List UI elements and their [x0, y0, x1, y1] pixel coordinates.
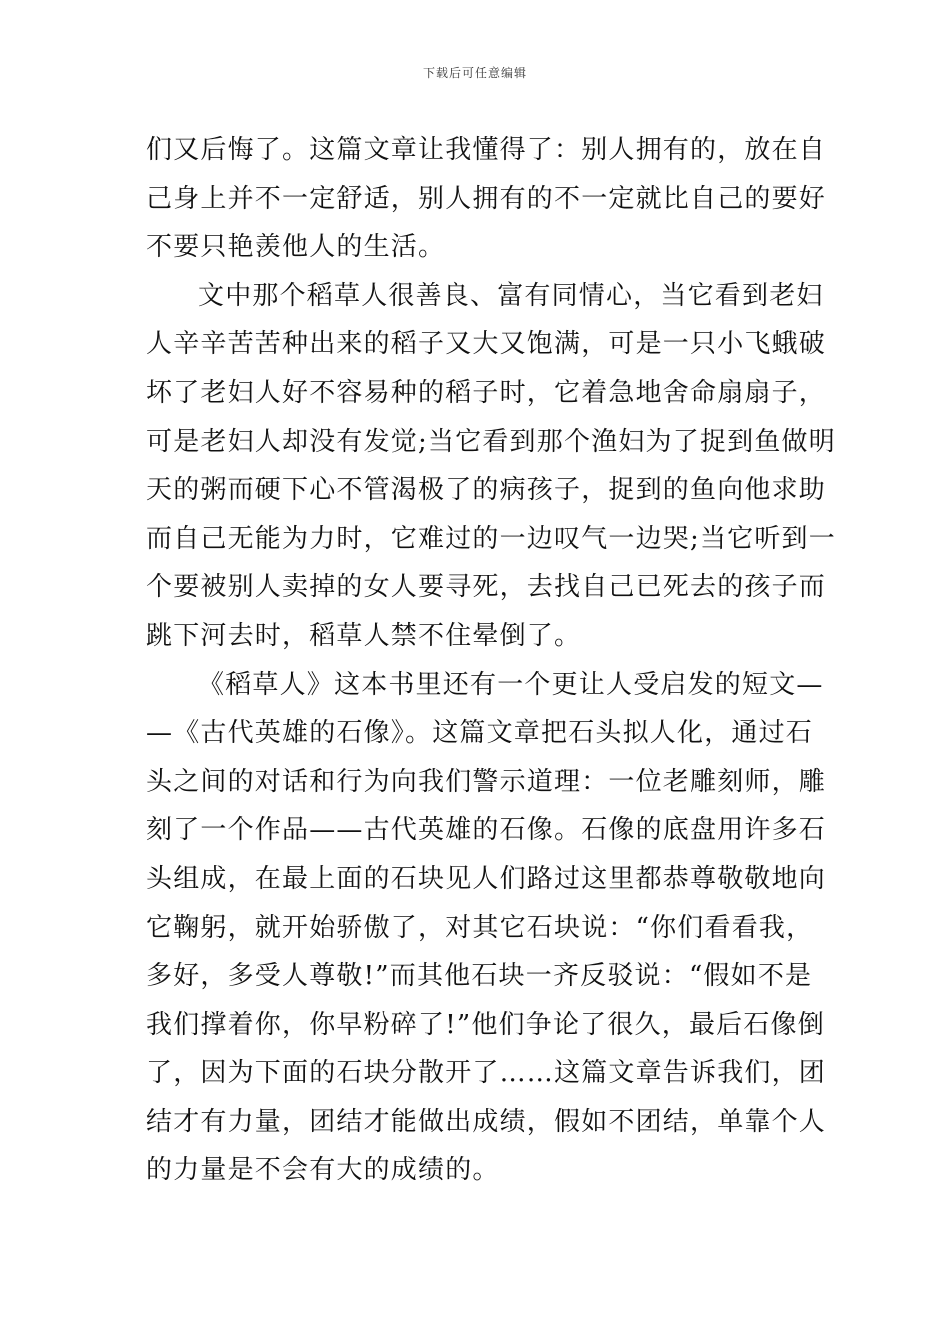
text-line: 《稻草人》这本书里还有一个更让人受启发的短文—	[198, 669, 824, 700]
paragraph-scarecrow	[146, 272, 836, 661]
text-line: 了，因为下面的石块分散开了……这篇文章告诉我们，团	[146, 1058, 827, 1089]
page-header: 下载后可任意编辑	[422, 66, 527, 80]
text-line: 刻了一个作品——古代英雄的石像。石像的底盘用许多石	[146, 815, 827, 846]
text-line: 结才有力量，团结才能做出成绩，假如不团结，单靠个人	[146, 1106, 827, 1137]
text-line: 头之间的对话和行为向我们警示道理：一位老雕刻师，雕	[146, 766, 827, 797]
text-line: 人辛辛苦苦种出来的稻子又大又饱满，可是一只小飞蛾破	[146, 329, 827, 360]
text-line: 跳下河去时，稻草人禁不住晕倒了。	[146, 620, 582, 651]
text-line: 我们撑着你，你早粉碎了!”他们争论了很久，最后石像倒	[146, 1009, 825, 1040]
text-line: 己身上并不一定舒适，别人拥有的不一定就比自己的要好	[146, 183, 827, 214]
text-line: 它鞠躬，就开始骄傲了，对其它石块说：“你们看看我，	[146, 912, 814, 943]
text-line: 可是老妇人却没有发觉;当它看到那个渔妇为了捉到鱼做明	[146, 426, 836, 457]
text-line: 文中那个稻草人很善良、富有同情心，当它看到老妇	[198, 280, 824, 311]
text-line: 的力量是不会有大的成绩的。	[146, 1155, 500, 1186]
text-line: —《古代英雄的石像》。这篇文章把石头拟人化，通过石	[146, 718, 814, 749]
document-body	[146, 126, 836, 1195]
text-line: 天的粥而硬下心不管渴极了的病孩子，捉到的鱼向他求助	[146, 475, 827, 506]
text-line: 不要只艳羡他人的生活。	[146, 232, 446, 263]
text-line: 多好，多受人尊敬!”而其他石块一齐反驳说：“假如不是	[146, 961, 813, 992]
paragraph-stone-statue	[146, 661, 827, 1196]
text-line: 而自己无能为力时，它难过的一边叹气一边哭;当它听到一	[146, 523, 836, 554]
paragraph-continuation	[146, 126, 827, 272]
text-line: 们又后悔了。这篇文章让我懂得了：别人拥有的，放在自	[146, 135, 827, 165]
text-line: 个要被别人卖掉的女人要寻死，去找自己已死去的孩子而	[146, 572, 827, 603]
text-line: 坏了老妇人好不容易种的稻子时，它着急地舍命扇扇子，	[146, 377, 827, 408]
text-line: 头组成，在最上面的石块见人们路过这里都恭尊敬敬地向	[146, 863, 827, 894]
